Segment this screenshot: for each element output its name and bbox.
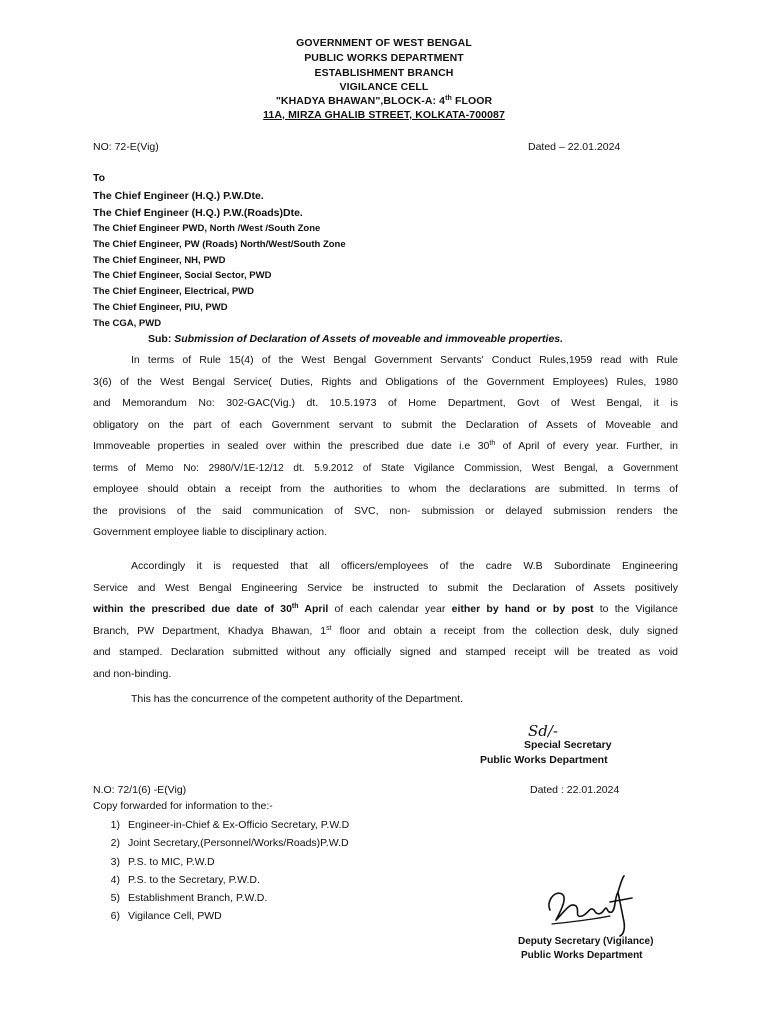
list-item: 4) P.S. to the Secretary, P.W.D. [110, 873, 260, 886]
addressee: The Chief Engineer, NH, PWD [93, 255, 226, 266]
para1-line: obligatory on the part of each Government servant to submit the Declaration of Assets of Moveable and [93, 418, 678, 431]
subject-line: Sub: Submission of Declaration of Assets of moveable and immoveable properties. [148, 333, 564, 345]
para2-line: Accordingly it is requested that all officers/employees of the cadre W.B Subordinate Engineering [131, 560, 678, 572]
signatory-department: Public Works Department [480, 754, 608, 766]
addressee: The CGA, PWD [93, 318, 162, 329]
para1-line: employee should obtain a receipt from the authorities to whom the declarations are submitted. In terms of [93, 483, 678, 495]
para1-line: and Memorandum No: 302-GAC(Vig.) dt. 10.5.1973 of Home Department, Govt of West Bengal, it is [93, 397, 678, 409]
signature-sd: Sd/- [528, 722, 558, 740]
header-cell: VIGILANCE CELL [339, 81, 429, 93]
paragraph-1 [93, 350, 678, 544]
memo-date: Dated – 22.01.2024 [528, 141, 621, 153]
copy-recipient-list [100, 816, 349, 926]
header-address: 11A, MIRZA GHALIB STREET, KOLKATA-700087 [263, 109, 505, 121]
addressee: The Chief Engineer (H.Q.) P.W.(Roads)Dte. [93, 207, 303, 219]
para1-line: In terms of Rule 15(4) of the West Bengal Government Servants' Conduct Rules,1959 read with Rule [131, 354, 678, 366]
addressee: The Chief Engineer, PIU, PWD [93, 302, 228, 313]
to-label: To [93, 172, 106, 184]
para2-line: Service and West Bengal Engineering Service be instructed to submit the Declaration of Assets positively [93, 581, 678, 594]
copy-number: N.O: 72/1(6) -E(Vig) [93, 784, 187, 796]
para2-line: Branch, PW Department, Khadya Bhawan, 1st floor and obtain a receipt from the collection desk, duly signed [93, 624, 678, 637]
header-building: "KHADYA BHAWAN",BLOCK-A: 4th FLOOR [275, 95, 493, 107]
para2-line: and stamped. Declaration submitted without any officially signed and stamped receipt will be treated as void [93, 646, 678, 658]
header-branch: ESTABLISHMENT BRANCH [314, 67, 454, 79]
paragraph-2 [93, 556, 678, 685]
signatory-title: Special Secretary [524, 739, 612, 751]
list-item: 3) P.S. to MIC, P.W.D [110, 855, 215, 868]
para1-line: Government employee liable to disciplinary action. [93, 526, 328, 538]
list-item: 2) Joint Secretary,(Personnel/Works/Roads)P.W.D [110, 837, 349, 850]
addressee: The Chief Engineer, Social Sector, PWD [93, 270, 272, 281]
addressee: The Chief Engineer, PW (Roads) North/West/South Zone [93, 239, 346, 250]
para2-line: within the prescribed due date of 30th April of each calendar year either by hand or by post to the Vigilance [93, 603, 678, 615]
para1-line: terms of Memo No: 2980/V/1E-12/12 dt. 5.9.2012 of State Vigilance Commission, West Bengal, a Government [93, 462, 678, 474]
copy-date: Dated : 22.01.2024 [530, 784, 620, 796]
addressee: The Chief Engineer, Electrical, PWD [93, 286, 255, 297]
handwritten-signature [540, 872, 640, 938]
para2-line: and non-binding. [93, 667, 172, 680]
memo-number: NO: 72-E(Vig) [93, 141, 159, 153]
signatory-department-deputy: Public Works Department [521, 950, 643, 961]
para1-line: Immoveable properties in sealed over within the prescribed due date i.e 30th of April of every year. Further, in [93, 440, 679, 452]
paragraph-3: This has the concurrence of the competent authority of the Department. [131, 693, 464, 705]
para1-line: 3(6) of the West Bengal Service( Duties, Rights and Obligations of the Government Employees) Rules, 1980 [93, 375, 678, 388]
header-government: GOVERNMENT OF WEST BENGAL [296, 37, 472, 49]
list-item: 5) Establishment Branch, P.W.D. [110, 892, 268, 905]
para1-line: the provisions of the said communication of SVC, non- submission or delayed submission renders the [93, 504, 678, 517]
header-department: PUBLIC WORKS DEPARTMENT [304, 52, 464, 64]
list-item: 1) Engineer-in-Chief & Ex-Officio Secretary, P.W.D [110, 819, 350, 831]
list-item: 6) Vigilance Cell, PWD [110, 910, 222, 923]
addressee: The Chief Engineer PWD, North /West /South Zone [93, 223, 321, 234]
copy-intro: Copy forwarded for information to the:- [93, 800, 273, 812]
addressee: The Chief Engineer (H.Q.) P.W.Dte. [93, 190, 264, 202]
signatory-title-deputy: Deputy Secretary (Vigilance) [518, 936, 654, 947]
